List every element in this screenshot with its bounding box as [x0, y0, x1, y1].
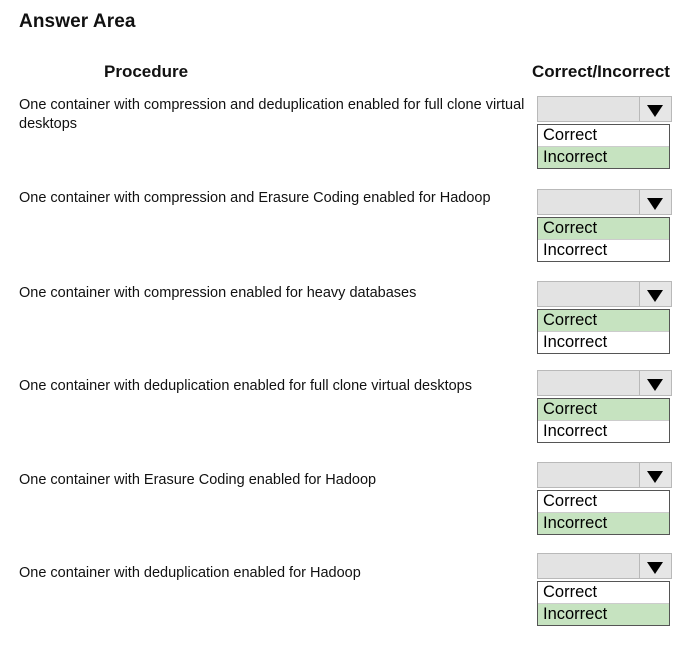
procedure-text: One container with Erasure Coding enabled for Hadoop — [19, 472, 377, 488]
option-correct[interactable]: Correct — [538, 310, 669, 331]
option-incorrect[interactable]: Incorrect — [538, 420, 669, 442]
answer-dropdown[interactable] — [537, 281, 672, 354]
option-correct[interactable]: Correct — [538, 218, 669, 239]
dropdown-options — [537, 217, 670, 262]
answer-dropdown[interactable] — [537, 189, 672, 262]
dropdown-select-box[interactable] — [537, 281, 672, 307]
dropdown-options — [537, 124, 670, 169]
chevron-down-icon[interactable] — [639, 282, 671, 306]
dropdown-options — [537, 398, 670, 443]
dropdown-options — [537, 490, 670, 535]
answer-dropdown[interactable] — [537, 553, 672, 626]
option-correct[interactable]: Correct — [543, 492, 598, 510]
procedure-text: One container with compression enabled for heavy databases — [19, 285, 417, 301]
chevron-down-icon[interactable] — [639, 97, 671, 121]
option-correct[interactable]: Correct — [538, 399, 669, 420]
correct-incorrect-column-header: Correct/Incorrect — [532, 62, 670, 81]
chevron-down-icon[interactable] — [639, 463, 671, 487]
option-correct[interactable]: Correct — [543, 583, 598, 601]
chevron-down-icon[interactable] — [639, 190, 671, 214]
option-correct[interactable]: Correct — [543, 126, 598, 144]
dropdown-select-box[interactable] — [537, 96, 672, 122]
answer-dropdown[interactable] — [537, 96, 672, 169]
procedure-column-header: Procedure — [104, 62, 189, 81]
option-incorrect[interactable]: Incorrect — [538, 603, 669, 625]
answer-dropdown[interactable] — [537, 462, 672, 535]
dropdown-select-box[interactable] — [537, 462, 672, 488]
dropdown-select-box[interactable] — [537, 370, 672, 396]
option-incorrect[interactable]: Incorrect — [538, 239, 669, 261]
option-incorrect[interactable]: Incorrect — [538, 146, 669, 168]
procedure-text: One container with compression and Erasure Coding enabled for Hadoop — [19, 190, 491, 206]
answer-dropdown[interactable] — [537, 370, 672, 443]
procedure-text: One container with deduplication enabled for Hadoop — [19, 565, 361, 581]
dropdown-options — [537, 309, 670, 354]
dropdown-options — [537, 581, 670, 626]
chevron-down-icon[interactable] — [639, 554, 671, 578]
answer-area-title: Answer Area — [19, 11, 136, 32]
procedure-text: One container with deduplication enabled for full clone virtual desktops — [19, 378, 472, 394]
chevron-down-icon[interactable] — [639, 371, 671, 395]
procedure-text: One container with compression and deduplication enabled for full clone virtual desktops — [19, 97, 525, 132]
dropdown-select-box[interactable] — [537, 189, 672, 215]
option-incorrect[interactable]: Incorrect — [538, 331, 669, 353]
option-incorrect[interactable]: Incorrect — [538, 512, 669, 534]
dropdown-select-box[interactable] — [537, 553, 672, 579]
